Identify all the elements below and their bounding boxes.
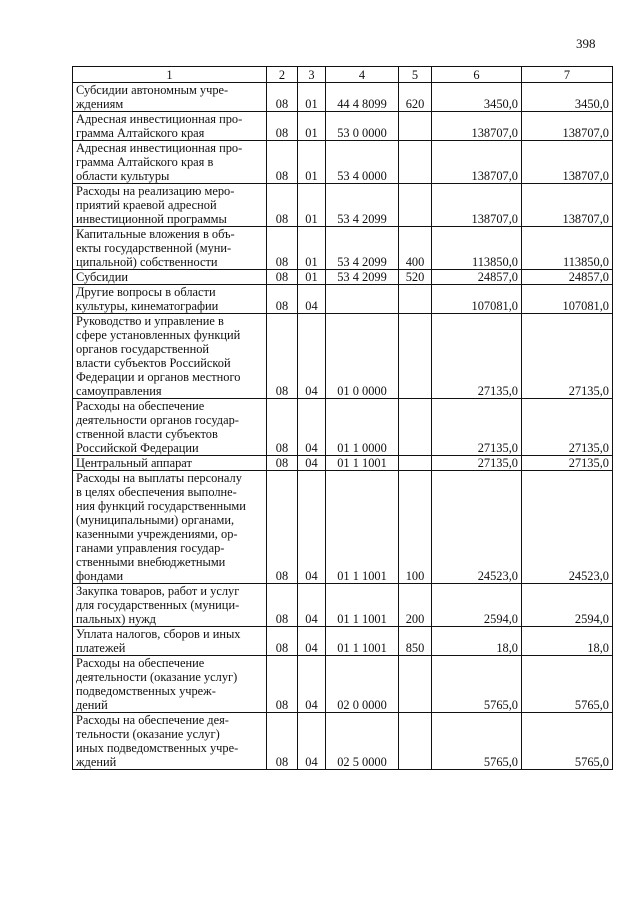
target-article-cell: 44 4 8099 [326, 83, 399, 112]
section-code-cell: 08 [267, 270, 298, 285]
subsection-code-cell: 01 [298, 141, 326, 184]
amount-cell: 24857,0 [432, 270, 522, 285]
expense-type-cell [399, 184, 432, 227]
target-article-cell: 01 1 1001 [326, 456, 399, 471]
table-row [73, 713, 613, 770]
expense-type-cell [399, 112, 432, 141]
table-row [73, 141, 613, 184]
budget-table [72, 66, 613, 770]
amount-total-cell: 113850,0 [522, 227, 613, 270]
amount-total-cell: 138707,0 [522, 141, 613, 184]
expense-type-cell [399, 399, 432, 456]
subsection-code-cell: 04 [298, 456, 326, 471]
amount-total-cell: 24523,0 [522, 471, 613, 584]
target-article-cell: 53 4 2099 [326, 227, 399, 270]
table-row [73, 656, 613, 713]
target-article-cell: 53 0 0000 [326, 112, 399, 141]
row-name-cell: Адресная инвестиционная про- грамма Алтайского края [73, 112, 267, 141]
expense-type-cell: 620 [399, 83, 432, 112]
section-code-cell: 08 [267, 314, 298, 399]
amount-cell: 2594,0 [432, 584, 522, 627]
amount-cell: 3450,0 [432, 83, 522, 112]
subsection-code-cell: 01 [298, 83, 326, 112]
section-code-cell: 08 [267, 112, 298, 141]
amount-total-cell: 27135,0 [522, 314, 613, 399]
table-row [73, 83, 613, 112]
header-row [73, 67, 613, 83]
amount-cell: 138707,0 [432, 112, 522, 141]
expense-type-cell: 850 [399, 627, 432, 656]
column-header: 5 [399, 67, 432, 83]
amount-total-cell: 3450,0 [522, 83, 613, 112]
section-code-cell: 08 [267, 141, 298, 184]
amount-total-cell: 18,0 [522, 627, 613, 656]
row-name-cell: Капитальные вложения в объ- екты государственной (муни- ципальной) собственности [73, 227, 267, 270]
table-row [73, 112, 613, 141]
amount-cell: 27135,0 [432, 399, 522, 456]
row-name-cell: Закупка товаров, работ и услуг для государственных (муници- пальных) нужд [73, 584, 267, 627]
subsection-code-cell: 04 [298, 314, 326, 399]
subsection-code-cell: 01 [298, 227, 326, 270]
target-article-cell: 53 4 2099 [326, 270, 399, 285]
section-code-cell: 08 [267, 584, 298, 627]
section-code-cell: 08 [267, 713, 298, 770]
target-article-cell: 02 0 0000 [326, 656, 399, 713]
amount-cell: 138707,0 [432, 141, 522, 184]
expense-type-cell [399, 656, 432, 713]
table-row [73, 584, 613, 627]
amount-cell: 27135,0 [432, 456, 522, 471]
section-code-cell: 08 [267, 285, 298, 314]
subsection-code-cell: 01 [298, 112, 326, 141]
row-name-cell: Субсидии автономным учре- ждениям [73, 83, 267, 112]
expense-type-cell [399, 141, 432, 184]
amount-cell: 113850,0 [432, 227, 522, 270]
amount-cell: 107081,0 [432, 285, 522, 314]
amount-cell: 5765,0 [432, 656, 522, 713]
amount-cell: 24523,0 [432, 471, 522, 584]
row-name-cell: Адресная инвестиционная про- грамма Алтайского края в области культуры [73, 141, 267, 184]
subsection-code-cell: 04 [298, 471, 326, 584]
expense-type-cell [399, 456, 432, 471]
amount-total-cell: 138707,0 [522, 112, 613, 141]
target-article-cell: 01 1 1001 [326, 471, 399, 584]
target-article-cell: 02 5 0000 [326, 713, 399, 770]
table-body [73, 83, 613, 770]
column-header: 2 [267, 67, 298, 83]
table-row [73, 399, 613, 456]
section-code-cell: 08 [267, 227, 298, 270]
table-row [73, 471, 613, 584]
subsection-code-cell: 01 [298, 184, 326, 227]
amount-total-cell: 27135,0 [522, 399, 613, 456]
expense-type-cell: 200 [399, 584, 432, 627]
row-name-cell: Руководство и управление в сфере установленных функций органов государственной власти субъектов Российской Федерации и органов местного самоуправления [73, 314, 267, 399]
table-row [73, 456, 613, 471]
amount-cell: 18,0 [432, 627, 522, 656]
section-code-cell: 08 [267, 627, 298, 656]
column-header: 3 [298, 67, 326, 83]
page-number: 398 [576, 36, 596, 51]
table-row [73, 227, 613, 270]
subsection-code-cell: 04 [298, 399, 326, 456]
row-name-cell: Уплата налогов, сборов и иных платежей [73, 627, 267, 656]
column-header: 4 [326, 67, 399, 83]
row-name-cell: Расходы на обеспечение деятельности (оказание услуг) подведомственных учреж- дений [73, 656, 267, 713]
expense-type-cell: 100 [399, 471, 432, 584]
subsection-code-cell: 04 [298, 713, 326, 770]
section-code-cell: 08 [267, 184, 298, 227]
table-row [73, 270, 613, 285]
expense-type-cell: 520 [399, 270, 432, 285]
subsection-code-cell: 04 [298, 285, 326, 314]
amount-cell: 27135,0 [432, 314, 522, 399]
amount-total-cell: 5765,0 [522, 713, 613, 770]
subsection-code-cell: 04 [298, 627, 326, 656]
target-article-cell: 01 0 0000 [326, 314, 399, 399]
expense-type-cell [399, 713, 432, 770]
amount-total-cell: 27135,0 [522, 456, 613, 471]
target-article-cell: 01 1 1001 [326, 584, 399, 627]
subsection-code-cell: 04 [298, 584, 326, 627]
amount-total-cell: 138707,0 [522, 184, 613, 227]
target-article-cell: 53 4 0000 [326, 141, 399, 184]
amount-total-cell: 24857,0 [522, 270, 613, 285]
expense-type-cell: 400 [399, 227, 432, 270]
row-name-cell: Центральный аппарат [73, 456, 267, 471]
target-article-cell [326, 285, 399, 314]
subsection-code-cell: 01 [298, 270, 326, 285]
table-row [73, 285, 613, 314]
row-name-cell: Расходы на обеспечение деятельности органов государ- ственной власти субъектов Российской Федерации [73, 399, 267, 456]
target-article-cell: 01 1 1001 [326, 627, 399, 656]
column-header: 1 [73, 67, 267, 83]
amount-total-cell: 2594,0 [522, 584, 613, 627]
amount-total-cell: 5765,0 [522, 656, 613, 713]
target-article-cell: 53 4 2099 [326, 184, 399, 227]
section-code-cell: 08 [267, 83, 298, 112]
table-row [73, 184, 613, 227]
target-article-cell: 01 1 0000 [326, 399, 399, 456]
section-code-cell: 08 [267, 399, 298, 456]
expense-type-cell [399, 285, 432, 314]
row-name-cell: Субсидии [73, 270, 267, 285]
column-header: 6 [432, 67, 522, 83]
row-name-cell: Расходы на обеспечение дея- тельности (оказание услуг) иных подведомственных учре- ждений [73, 713, 267, 770]
section-code-cell: 08 [267, 456, 298, 471]
section-code-cell: 08 [267, 656, 298, 713]
row-name-cell: Другие вопросы в области культуры, кинематографии [73, 285, 267, 314]
table-row [73, 627, 613, 656]
amount-cell: 5765,0 [432, 713, 522, 770]
row-name-cell: Расходы на выплаты персоналу в целях обеспечения выполне- ния функций государственными (муниципальными) органами, казенными учреждениями, ор- ганами управления государ- ственными внебюджетными фондами [73, 471, 267, 584]
amount-cell: 138707,0 [432, 184, 522, 227]
expense-type-cell [399, 314, 432, 399]
row-name-cell: Расходы на реализацию меро- приятий краевой адресной инвестиционной программы [73, 184, 267, 227]
table-row [73, 314, 613, 399]
amount-total-cell: 107081,0 [522, 285, 613, 314]
column-header: 7 [522, 67, 613, 83]
subsection-code-cell: 04 [298, 656, 326, 713]
section-code-cell: 08 [267, 471, 298, 584]
